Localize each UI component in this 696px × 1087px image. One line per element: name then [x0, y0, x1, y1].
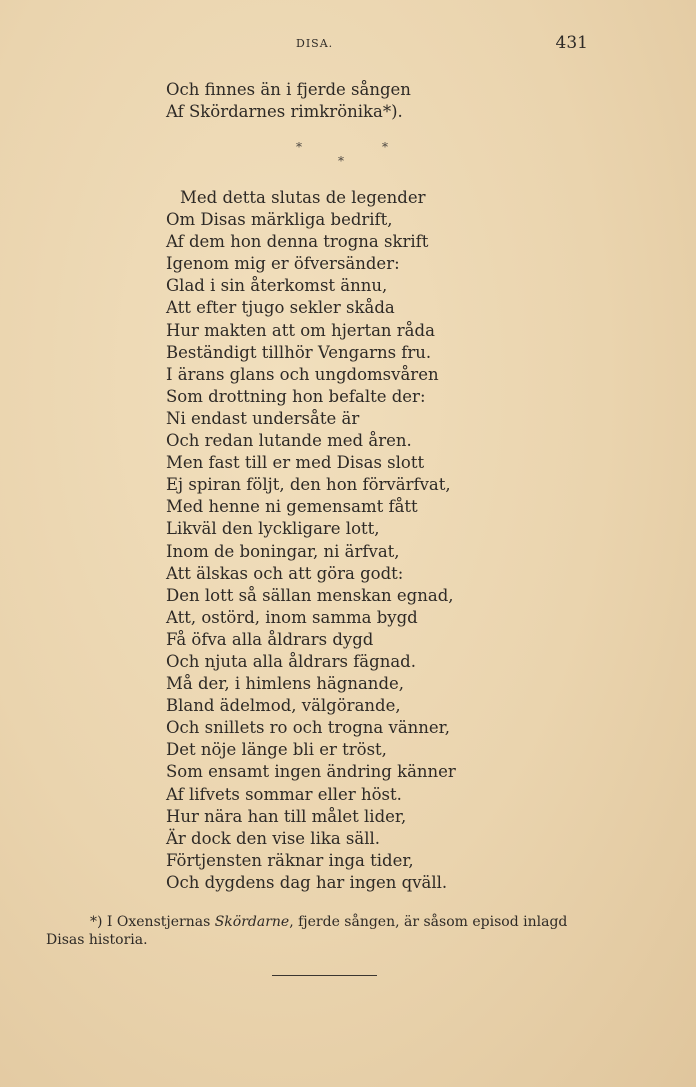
verse-line: Att efter tjugo sekler skåda — [166, 298, 395, 318]
verse-line: Glad i sin återkomst ännu, — [166, 276, 388, 296]
page-number: 431 — [555, 33, 588, 53]
verse-line: Om Disas märkliga bedrift, — [166, 210, 393, 230]
poem — [166, 187, 456, 894]
verse-line: Förtjensten räknar inga tider, — [166, 850, 414, 870]
end-rule — [272, 975, 377, 976]
verse-line: Med detta slutas de legender — [180, 188, 426, 207]
verse-line: Af dem hon denna trogna skrift — [166, 232, 429, 252]
footnote-text: I Oxenstjernas — [102, 914, 215, 930]
verse-line: Igenom mig er öfversänder: — [166, 254, 400, 274]
verse-line: Ej spiran följt, den hon förvärfvat, — [166, 475, 451, 495]
verse-line: Och redan lutande med åren. — [166, 431, 412, 451]
verse-line: Hur nära han till målet lider, — [166, 806, 407, 826]
footnote-marker: *) — [90, 914, 103, 930]
footnote-title: Skördarne — [214, 914, 290, 930]
verse-line: Må der, i himlens hägnande, — [166, 674, 405, 694]
verse-line: Att älskas och att göra godt: — [166, 563, 404, 583]
verse-line: Af lifvets sommar eller höst. — [166, 784, 402, 804]
verse-line: Med henne ni gemensamt fått — [166, 497, 418, 517]
verse-line: Men fast till er med Disas slott — [166, 453, 425, 473]
verse-line: I ärans glans och ungdomsvåren — [166, 364, 439, 384]
verse-line: Af Skördarnes rimkrönika*). — [166, 102, 403, 122]
footnote-text: , fjerde sången, är såsom episod inlagd Disas historia. — [46, 914, 568, 948]
verse-line: Det nöje länge bli er tröst, — [166, 740, 387, 760]
star: * — [338, 154, 344, 168]
verse-line: Den lott så sällan menskan egnad, — [166, 585, 454, 605]
verse-line: Som drottning hon befalte der: — [166, 386, 426, 406]
verse-line: Att, ostörd, inom samma bygd — [166, 607, 418, 627]
verse-line: Och njuta alla åldrars fägnad. — [166, 651, 416, 671]
intro-stanza — [166, 79, 411, 123]
verse-line: Hur makten att om hjertan råda — [166, 320, 435, 340]
verse-line: Och dygdens dag har ingen qväll. — [166, 872, 448, 892]
verse-line: Som ensamt ingen ändring känner — [166, 762, 456, 782]
verse-line: Inom de boningar, ni ärfvat, — [166, 541, 400, 561]
star: * — [382, 140, 388, 154]
verse-line: Beständigt tillhör Vengarns fru. — [166, 342, 432, 362]
star: * — [296, 140, 302, 154]
verse-line: Är dock den vise lika säll. — [166, 828, 381, 848]
verse-line: Få öfva alla åldrars dygd — [166, 629, 374, 649]
verse-line: Likväl den lyckligare lott, — [166, 519, 380, 539]
verse-line: Och snillets ro och trogna vänner, — [166, 718, 451, 738]
verse-line: Bland ädelmod, välgörande, — [166, 696, 401, 716]
verse-line: Ni endast undersåte är — [166, 408, 360, 428]
footnote — [46, 913, 606, 949]
verse-line: Och finnes än i fjerde sången — [166, 80, 411, 99]
running-title: DISA. — [296, 37, 334, 50]
